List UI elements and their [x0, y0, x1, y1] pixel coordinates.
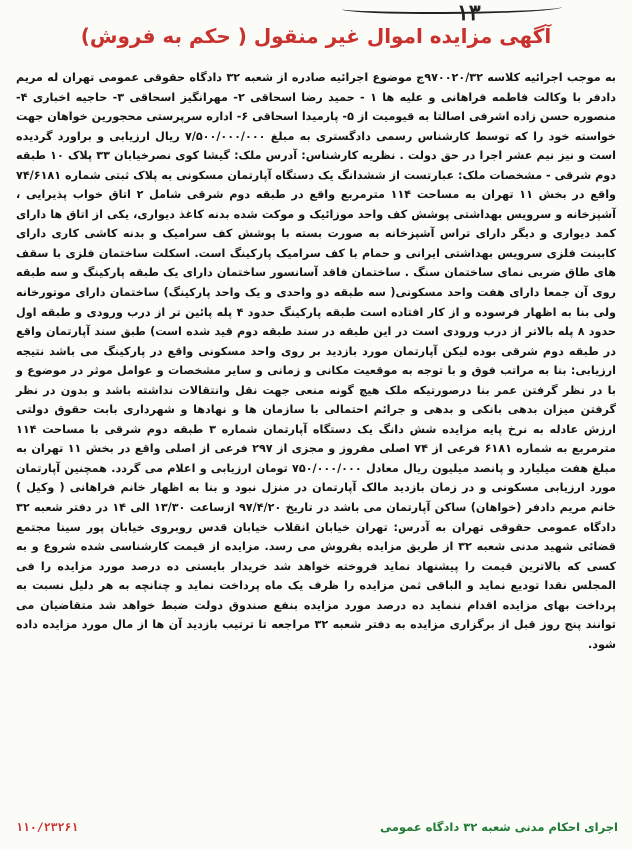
notice-body	[16, 68, 616, 654]
notice-code: ۱۱۰/۲۳۲۶۱	[16, 820, 79, 834]
notice-footer	[12, 818, 620, 842]
issuer-signature: اجرای احکام مدنی شعبه ۳۲ دادگاه عمومی	[380, 820, 618, 834]
corner-number: ۱۳	[457, 0, 481, 26]
notice-title: آگهی مزایده اموال غیر منقول ( حکم به فروش)	[80, 24, 552, 48]
notice-body-text: به موجب اجرائیه کلاسه ۹۷۰۰۲۰/۳۲ج موضوع اجرائیه صادره از شعبه ۳۲ دادگاه حقوقی عمومی تهران له مریم دادفر با وکالت فاطمه فراهانی و علیه ها ۱ - حمید رضا اسحاقی ۲- مهرانگیز اسحاقی ۳- حاجیه اخباری ۴- منصوره حسن زاده اشرفی اصالتا به قیومیت از ۵- پارمیدا اسحاقی ۶- اداره سرپرستی محجورین خواهان جهت خواسته خود را که توسط کارشناس رسمی دادگستری به مبلغ ۷/۵۰۰/۰۰۰/۰۰۰ ریال ارزیابی و براورد گردیده است و نیز نیم عشر اجرا در حق دولت . نظریه کارشناس: آدرس ملک: گیشا کوی نصرخیابان ۳۳ پلاک ۱۰ طبقه دوم شرقی - مشخصات ملک: عبارتست از ششدانگ یک دستگاه آپارتمان مسکونی به پلاک ثبتی شماره ۷۴/۶۱۸۱ واقع در بخش ۱۱ تهران به مساحت ۱۱۴ مترمربع واقع در طبقه دوم شرقی شامل ۲ اتاق خواب پذیرایی ، آشپزخانه و سرویس بهداشتی پوشش کف واحد موزائیک و موکت شده بدنه کاغذ دیواری، یکی از اتاق ها دارای کمد دیواری و دیگر دارای تراس آشپزخانه به صورت بسته با پوشش کف سرامیک و بدنه کاشی کاری دارای کابینت فلزی سرویس بهداشتی ایرانی و حمام با کف سرامیک پارکینگ است. اسکلت ساختمان فلزی با سقف های طاق ضربی نمای ساختمان سنگ . ساختمان فاقد آسانسور ساختمان دارای یک طبقه پارکینگ و سه طبقه روی آن جمعا دارای هفت واحد مسکونی( سه طبقه دو واحدی و یک واحد پارکینگ) ساختمان دارای موتورخانه ولی بنا به اظهار فرسوده و از کار افتاده است طبقه پارکینگ حدود ۴ پله پائین تر از درب ورودی و طبقه اول حدود ۸ پله بالاتر از درب ورودی است در این طبقه در سند طبقه دوم قید شده است) طبق سند آپارتمان واقع در طبقه دوم شرقی بوده لیکن آپارتمان مورد بازدید بر روی واحد مسکونی واقع در پارکینگ می باشد نتیجه ارزیابی: بنا به مراتب فوق و با توجه به موقعیت مکانی و زمانی و سایر مشخصات و عوامل موثر در موضوع و با در نظر گرفتن عمر بنا درصورتیکه ملک هیچ گونه منعی جهت نقل وانتقالات نداشته باشد و بدون در نظر گرفتن میزان بدهی بانکی و بدهی و جرائم احتمالی با سازمان ها و نهادها و شهرداری بابت حقوق دولتی ارزش عادله به نرخ پایه مزایده شش دانگ یک دستگاه آپارتمان شماره ۳ طبقه دوم شرقی با مساحت ۱۱۴ مترمربع به شماره ۶۱۸۱ فرعی از ۷۴ اصلی مفروز و مجزی از ۲۹۷ فرعی از اصلی واقع در بخش ۱۱ تهران به مبلغ هفت میلیارد و پانصد میلیون ریال معادل ۷۵۰/۰۰۰/۰۰۰ تومان ارزیابی و اعلام می گردد. همچنین آپارتمان مورد ارزیابی مسکونی و در زمان بازدید مالک آپارتمان در منزل نبود و بنا به اظهار خانم فراهانی ( وکیل ) خانم مریم دادفر (خواهان) ساکن آپارتمان می باشد در تاریخ ۹۷/۴/۲۰ ازساعت ۱۳/۳۰ الی ۱۴ در دفتر شعبه ۳۲ دادگاه عمومی حقوقی تهران به آدرس: تهران خیابان انقلاب خیابان قدس روبروی خیابان پور سینا مجتمع قضائی شهید مدنی شعبه ۳۲ از طریق مزایده بفروش می رسد. مزایده از قیمت کارشناسی شده شروع و به کسی که بالاترین قیمت را پیشنهاد نماید فروخته خواهد شد خریدار بایستی ده درصد مورد مزایده را فی المجلس نقدا تودیع نماید و الباقی ثمن مزایده را ظرف یک ماه پرداخت نماید و چنانچه به هر دلیل نسبت به پرداخت بهای مزایده اقدام ننماید ده درصد مورد مزایده بنفع صندوق دولت ضبط خواهد شد متقاضیان می توانند پنج روز قبل از برگزاری مزایده به دفتر شعبه ۳۲ مراجعه تا ترتیب بازدید آن ها از مال مورد مزایده داده شود.	[16, 71, 616, 651]
top-pen-stroke	[342, 2, 562, 14]
newspaper-notice	[12, 0, 620, 842]
